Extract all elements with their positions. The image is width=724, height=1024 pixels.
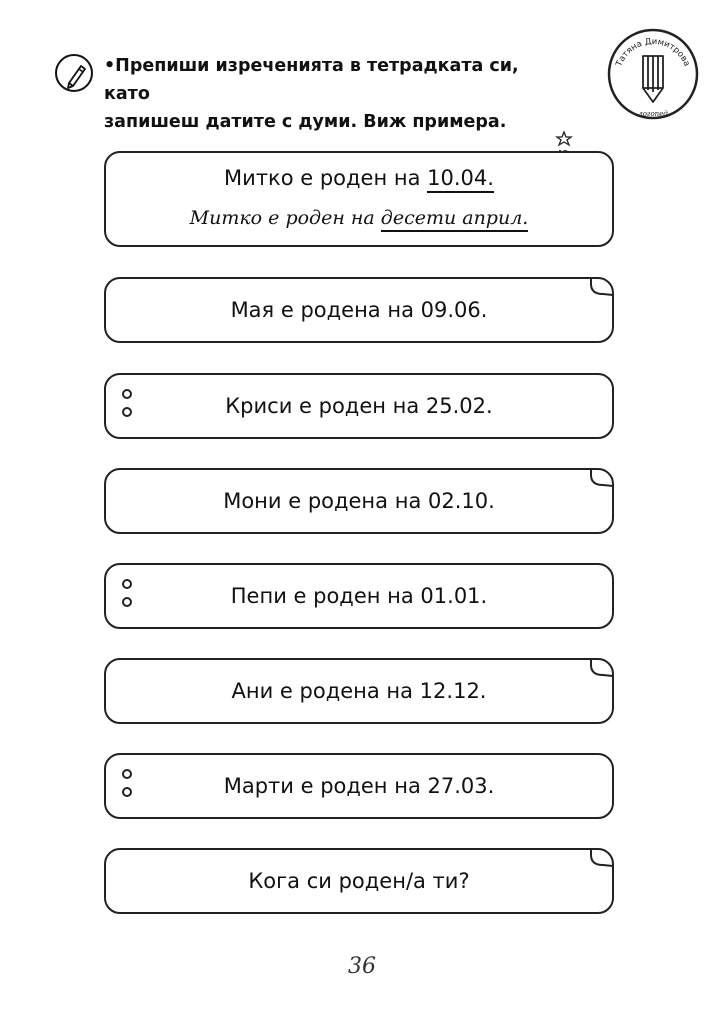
logo-role: логопед — [638, 110, 668, 118]
example-answer: Митко е роден на десети април. — [106, 203, 612, 233]
example-sentence: Митко е роден на 10.04. — [106, 163, 612, 193]
sentence-box — [104, 563, 614, 629]
example-answer-words: десети април. — [381, 207, 529, 232]
sentence-text: Ани е родена на 12.12. — [231, 679, 487, 703]
instruction-text — [104, 52, 564, 136]
sentence-text: Мая е родена на 09.06. — [230, 298, 488, 322]
sentence-text: Криси е роден на 25.02. — [225, 394, 493, 418]
sentence-box — [104, 753, 614, 819]
star-icon — [557, 132, 571, 145]
sentence-box — [104, 468, 614, 534]
instruction-line-2: запишеш датите с думи. Виж примера. — [104, 112, 507, 132]
example-box — [104, 151, 614, 247]
page-number: 36 — [348, 954, 376, 979]
author-logo — [605, 26, 701, 122]
question-text: Кога си роден/а ти? — [248, 869, 470, 893]
logo-name: Татяна Димитрова — [614, 36, 692, 69]
sentence-box — [104, 658, 614, 724]
sentence-text: Мони е родена на 02.10. — [223, 489, 495, 513]
sentence-box — [104, 848, 614, 914]
example-date: 10.04. — [427, 166, 494, 193]
sentence-box — [104, 277, 614, 343]
pencil-icon — [55, 54, 93, 92]
instruction-line-1: •Препиши изреченията в тетрадката си, като — [104, 56, 519, 104]
pencils-icon — [643, 56, 663, 102]
sentence-box — [104, 373, 614, 439]
sentence-text: Марти е роден на 27.03. — [223, 774, 495, 798]
sentence-text: Пепи е роден на 01.01. — [230, 584, 488, 608]
